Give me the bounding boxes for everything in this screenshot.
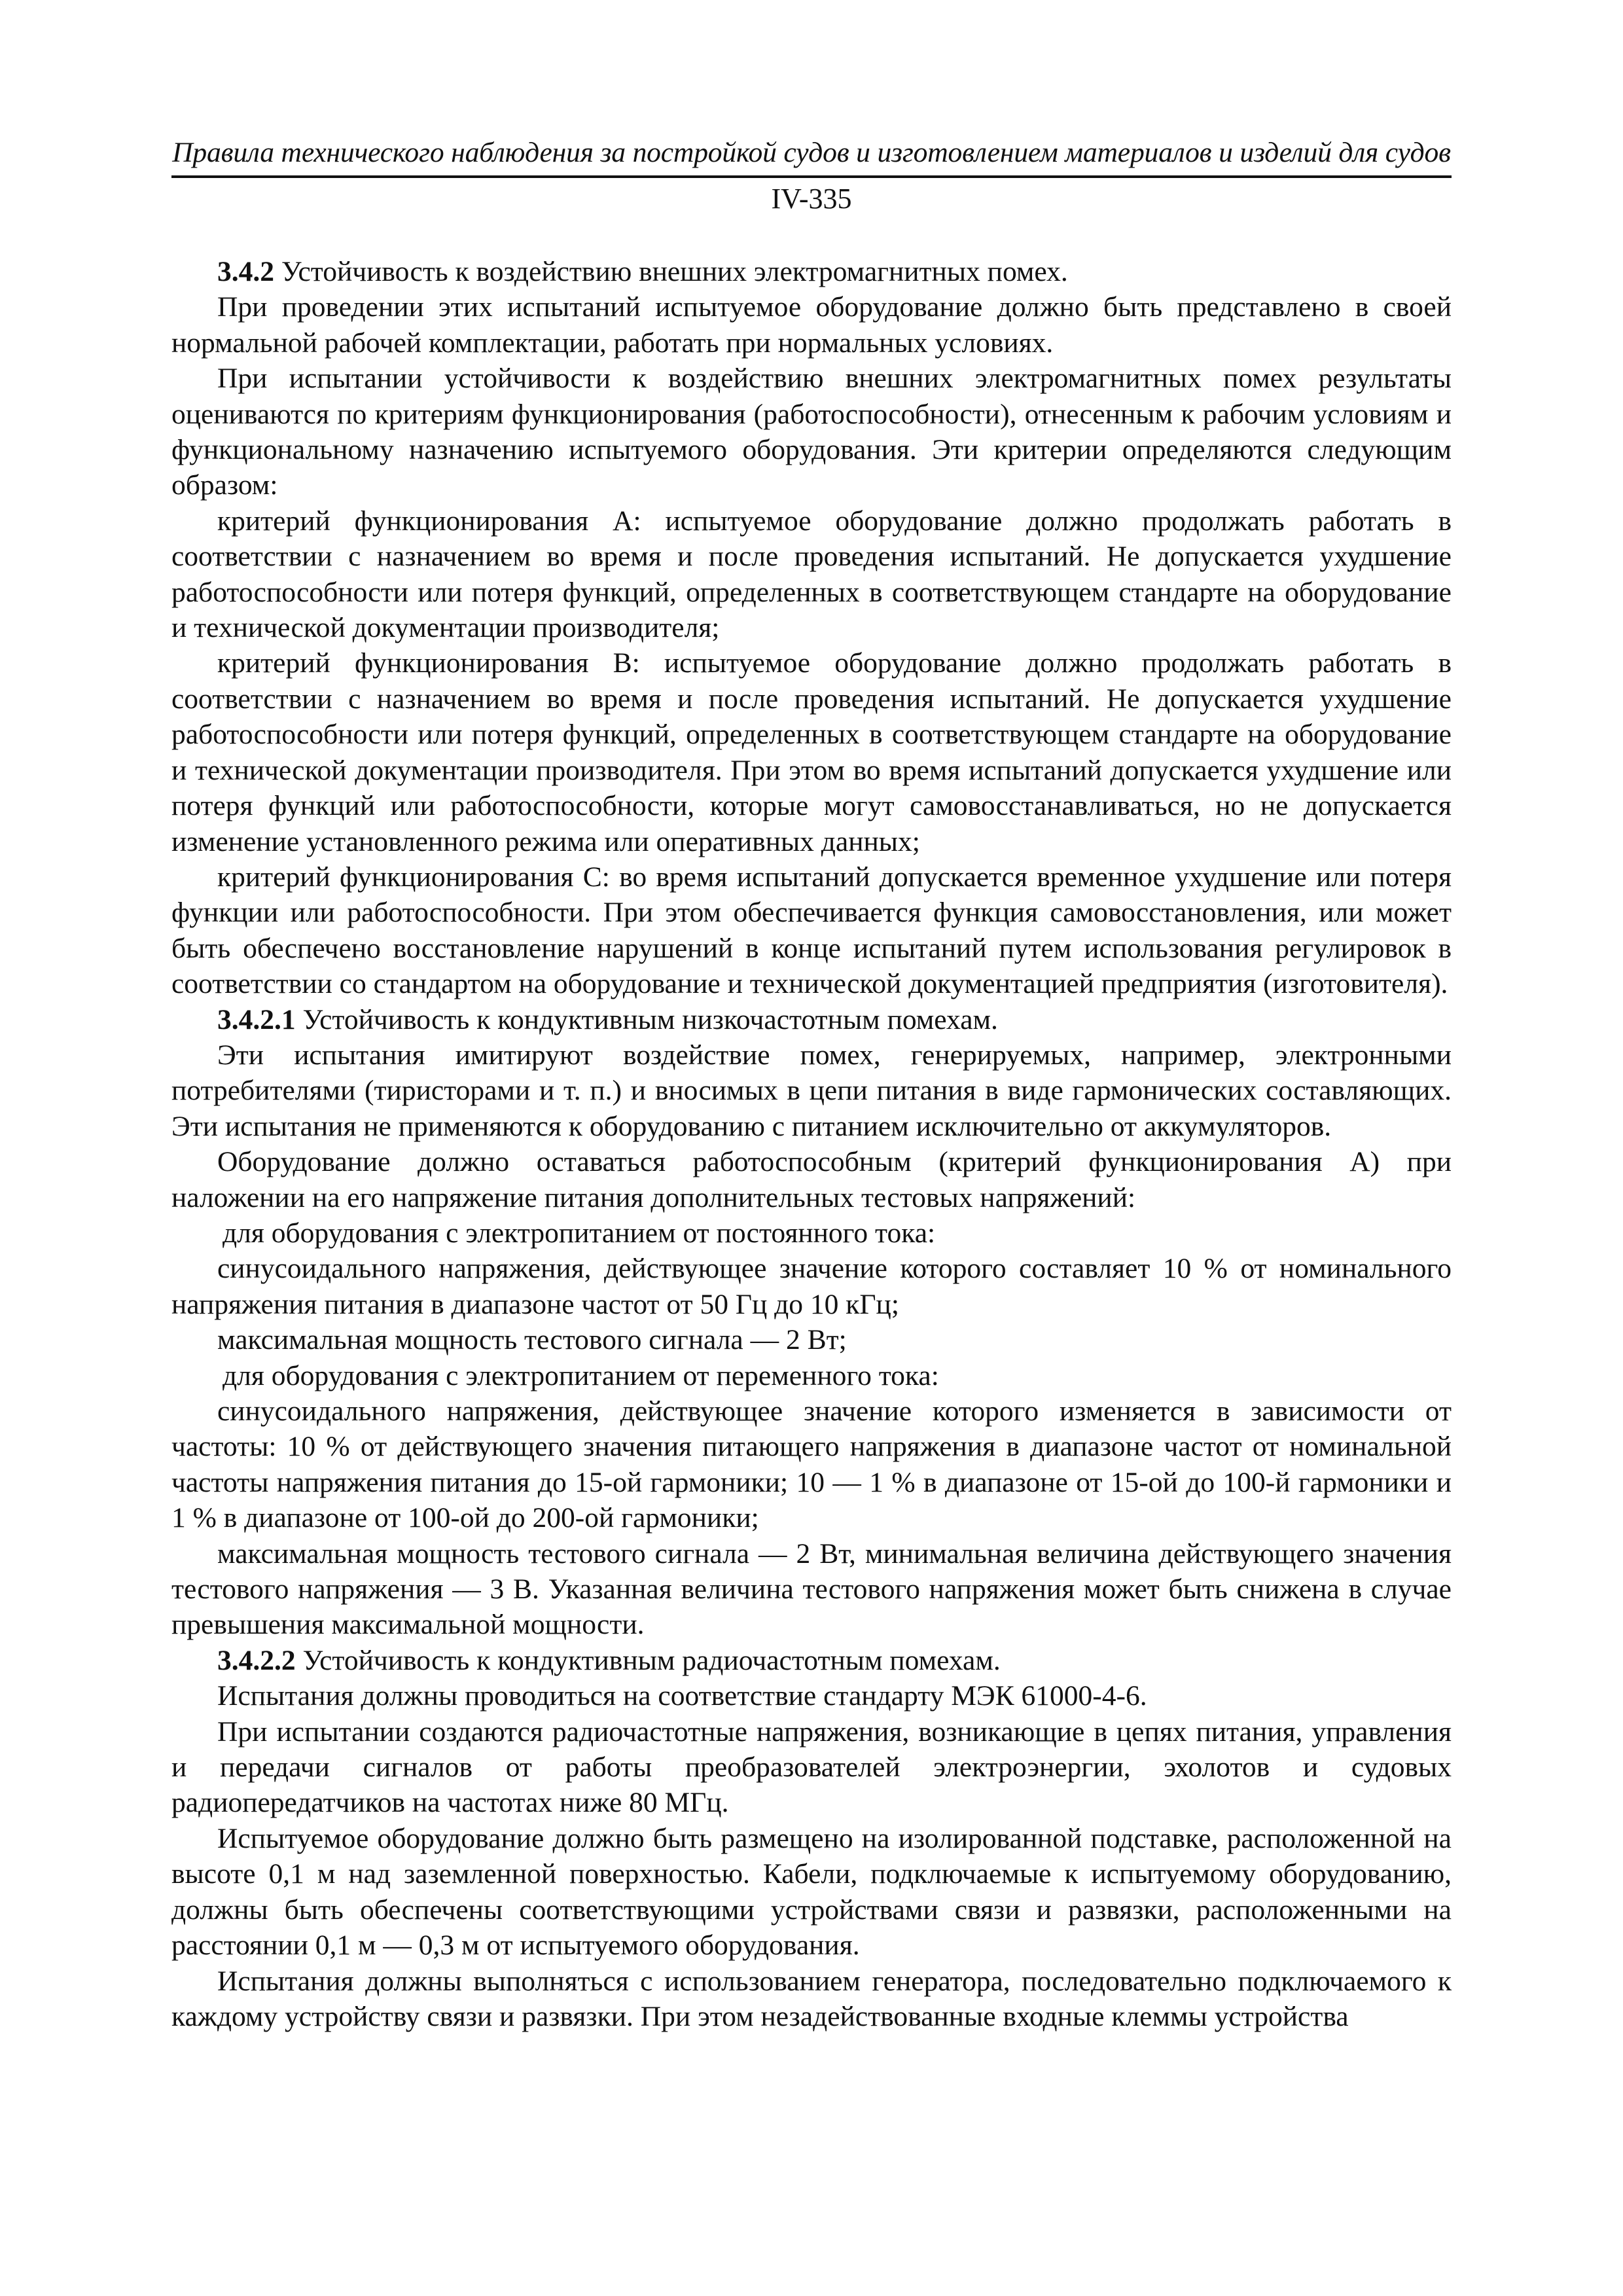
paragraph-text: для оборудования с электропитанием от постоянного тока: <box>223 1217 936 1249</box>
paragraph-text: Устойчивость к кондуктивным радиочастотным помехам. <box>302 1644 1001 1676</box>
paragraph <box>171 1037 1452 1144</box>
paragraph <box>171 1821 1452 1964</box>
paragraph-text: Испытуемое оборудование должно быть размещено на изолированной подставке, расположенной на высоте 0,1 м над заземленной поверхностью. Кабели, подключаемые к испытуемому оборудованию, должны быть обеспечены соответствующими устройствами связи и развязки, расположенными на расстоянии 0,1 м — 0,3 м от испытуемого оборудования. <box>171 1822 1452 1962</box>
paragraph <box>171 1678 1452 1713</box>
paragraph <box>171 645 1452 859</box>
paragraph <box>171 1393 1452 1536</box>
paragraph-text: Испытания должны проводиться на соответствие стандарту МЭК 61000-4-6. <box>217 1680 1147 1712</box>
section-number: 3.4.2 <box>217 256 274 287</box>
paragraph-text: критерий функционирования А: испытуемое оборудование должно продолжать работать в соответствии с назначением во время и после проведения испытаний. Не допускается ухудшение работоспособности или потеря функций, определенных в соответствующем стандарте на оборудование и технической документации производителя; <box>171 505 1452 644</box>
running-header: Правила технического наблюдения за постройкой судов и изготовлением материалов и изделий для судов <box>172 137 1451 168</box>
paragraph <box>171 1643 1452 1678</box>
paragraph <box>171 1322 1452 1357</box>
paragraph-text: Устойчивость к кондуктивным низкочастотным помехам. <box>302 1003 998 1035</box>
paragraph-text: Устойчивость к воздействию внешних электромагнитных помех. <box>281 256 1068 287</box>
paragraph-text: максимальная мощность тестового сигнала — 2 Вт; <box>217 1324 847 1356</box>
paragraph <box>171 503 1452 646</box>
paragraph <box>171 859 1452 1002</box>
paragraph <box>171 254 1452 289</box>
section-number: 3.4.2.2 <box>217 1644 296 1676</box>
section-number: 3.4.2.1 <box>217 1003 296 1035</box>
paragraph <box>171 1358 1452 1393</box>
paragraph-text: Оборудование должно оставаться работоспособным (критерий функционирования А) при наложении на его напряжение питания дополнительных тестовых напряжений: <box>171 1146 1452 1213</box>
paragraph-text: критерий функционирования С: во время испытаний допускается временное ухудшение или потеря функции или работоспособности. При этом обеспечивается функция самовосстановления, или может быть обеспечено восстановление нарушений в конце испытаний путем использования регулировок в соответствии со стандартом на оборудование и технической документацией предприятия (изготовителя). <box>171 861 1452 1000</box>
paragraph-text: Испытания должны выполняться с использованием генератора, последовательно подключаемого к каждому устройству связи и развязки. При этом незадействованные входные клеммы устройства <box>171 1965 1452 2032</box>
body-text <box>171 254 1452 2034</box>
paragraph-text: синусоидального напряжения, действующее значение которого составляет 10 % от номинального напряжения питания в диапазоне частот от 50 Гц до 10 кГц; <box>171 1253 1452 1320</box>
paragraph-text: для оборудования с электропитанием от переменного тока: <box>223 1359 939 1391</box>
paragraph-text: критерий функционирования В: испытуемое оборудование должно продолжать работать в соответствии с назначением во время и после проведения испытаний. Не допускается ухудшение работоспособности или потеря функций, определенных в соответствующем стандарте на оборудование и технической документации производителя. При этом во время испытаний допускается ухудшение или потеря функций или работоспособности, которые могут самовосстанавливаться, но не допускается изменение установленного режима или оперативных данных; <box>171 647 1452 857</box>
paragraph-text: Эти испытания имитируют воздействие помех, генерируемых, например, электронными потребителями (тиристорами и т. п.) и вносимых в цепи питания в виде гармонических составляющих. Эти испытания не применяются к оборудованию с питанием исключительно от аккумуляторов. <box>171 1039 1452 1142</box>
paragraph-text: При испытании устойчивости к воздействию внешних электромагнитных помех результаты оцениваются по критериям функционирования (работоспособности), отнесенным к рабочим условиям и функциональному назначению испытуемого оборудования. Эти критерии определяются следующим образом: <box>171 363 1452 501</box>
paragraph <box>171 1144 1452 1215</box>
page-number: IV-335 <box>771 183 852 215</box>
paragraph-text: максимальная мощность тестового сигнала — 2 Вт, минимальная величина действующего значения тестового напряжения — 3 В. Указанная величина тестового напряжения может быть снижена в случае превышения максимальной мощности. <box>171 1537 1452 1641</box>
paragraph <box>171 1251 1452 1322</box>
paragraph <box>171 1536 1452 1643</box>
paragraph <box>171 1002 1452 1037</box>
paragraph <box>171 361 1452 503</box>
paragraph <box>171 289 1452 361</box>
paragraph-text: При проведении этих испытаний испытуемое оборудование должно быть представлено в своей нормальной рабочей комплектации, работать при нормальных условиях. <box>171 291 1452 359</box>
paragraph <box>171 1215 1452 1251</box>
paragraph-text: синусоидального напряжения, действующее значение которого изменяется в зависимости от частоты: 10 % от действующего значения питающего напряжения в диапазоне частот от номинальной частоты напряжения питания до 15-ой гармоники; 10 — 1 % в диапазоне от 15-ой до 100-й гармоники и 1 % в диапазоне от 100-ой до 200-ой гармоники; <box>171 1395 1452 1534</box>
header-rule <box>171 175 1452 178</box>
paragraph <box>171 1964 1452 2035</box>
paragraph <box>171 1714 1452 1821</box>
paragraph-text: При испытании создаются радиочастотные напряжения, возникающие в цепях питания, управления и передачи сигналов от работы преобразователей электроэнергии, эхолотов и судовых радиопередатчиков на частотах ниже 80 МГц. <box>171 1715 1452 1819</box>
